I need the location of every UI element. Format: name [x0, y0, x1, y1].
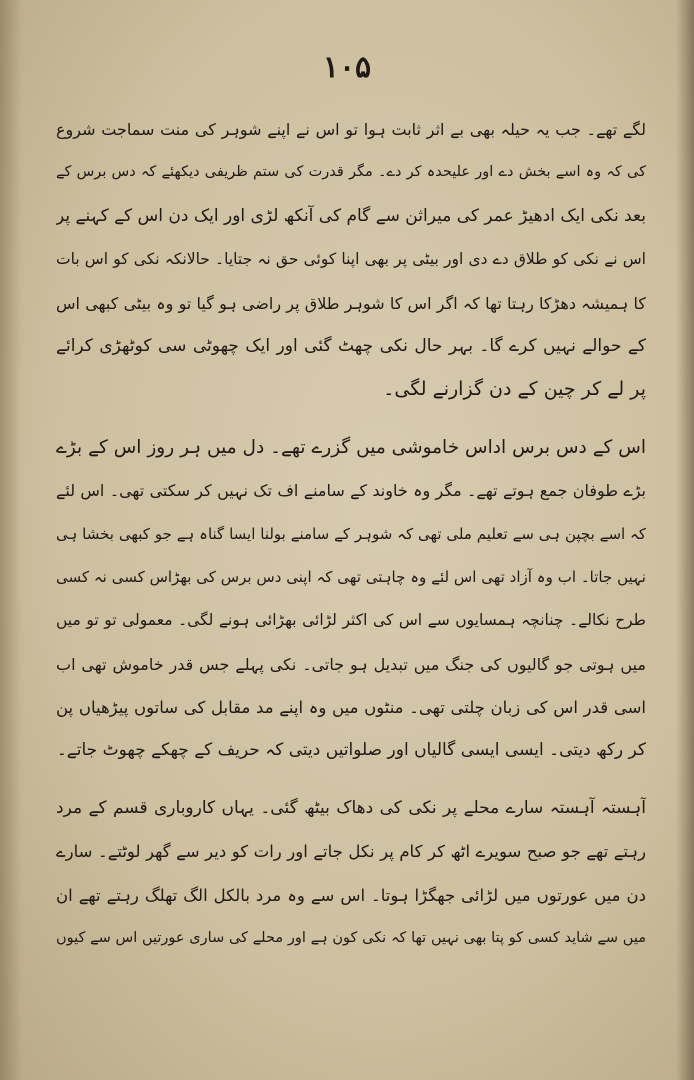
text-line: رہتے تھے جو صبح سویرے اٹھ کر کام پر نکل جاتے اور رات کو دیر سے گھر لوٹتے۔ سارے	[56, 842, 646, 862]
paragraph-gap	[56, 412, 646, 426]
text-line: کر رکھ دیتی۔ ایسی ایسی گالیاں اور صلواتیں دیتی کہ حریف کے چھکے چھوٹ جاتے۔	[56, 740, 646, 761]
text-line: پر لے کر چین کے دن گزارنے لگی۔	[383, 378, 646, 401]
text-line: لگے تھے۔ جب یہ حیلہ بھی بے اثر ثابت ہوا تو اس نے اپنے شوہر کی منت سماجت شروع	[56, 120, 646, 139]
text-line: طرح نکالے۔ چنانچہ ہمسایوں سے اس کی اکثر لڑائی بھڑائی ہونے لگی۔ معمولی تو تو میں	[56, 611, 646, 630]
text-line: میں ہوتی جو گالیوں کی جنگ میں تبدیل ہو جاتی۔ نکی پہلے جس قدر خاموش تھی اب	[56, 654, 646, 674]
text-line: اس نے نکی کو طلاق دے دی اور بیٹی پر بھی اپنا کوئی حق نہ جتایا۔ حالانکہ نکی کو اس بات	[56, 250, 646, 269]
text-line: کی کہ وہ اسے بخش دے اور علیحدہ کر دے۔ مگر قدرت کی ستم ظریفی دیکھئے کہ دس برس کے	[56, 164, 646, 181]
page-number: ۱۰۵	[322, 50, 372, 85]
text-line: کہ اسے بچپن ہی سے تعلیم ملی تھی کہ شوہر کے سامنے بولنا ایسا گناہ ہے جو کبھی بخشا ہی	[56, 524, 646, 543]
text-line: بعد نکی ایک ادھیڑ عمر کی میراثن سے گام کی آنکھ لڑی اور ایک دن اس کے کہنے پر	[56, 205, 646, 226]
text-line: دن میں عورتوں میں لڑائی جھگڑا ہوتا۔ اس سے وہ مرد بالکل الگ تھلگ رہتے تھے ان	[56, 885, 646, 905]
text-line: بڑے طوفان جمع ہوتے تھے۔ مگر وہ خاوند کے سامنے اف تک نہیں کر سکتی تھی۔ اس لئے	[56, 481, 646, 501]
text-line: اسی قدر اس کی زبان چلتی تھی۔ منٹوں میں وہ اپنے مد مقابل کی ساتوں پیڑھیاں پن	[56, 698, 646, 718]
text-line: نہیں جاتا۔ اب وہ آزاد تھی اس لئے وہ چاہتی تھی کہ اپنی دس برس کی بھڑاس کسی نہ کسی	[56, 567, 646, 586]
text-line: کے حوالے نہیں کرے گا۔ بہر حال نکی چھٹ گئی اور ایک چھوٹی سی کوٹھڑی کرائے	[56, 335, 646, 356]
text-line: کا ہمیشہ دھڑکا رہتا تھا کہ اگر اس کا شوہر طلاق پر راضی ہو گیا تو وہ بیٹی کبھی اس	[56, 293, 646, 313]
paragraph-2	[56, 426, 646, 773]
paragraph-gap	[56, 773, 646, 787]
body-text	[56, 108, 646, 960]
text-line: اس کے دس برس اداس خاموشی میں گزرے تھے۔ دل میں ہر روز اس کے بڑے	[56, 436, 646, 458]
text-line: آہستہ آہستہ سارے محلے پر نکی کی دھاک بیٹھ گئی۔ یہاں کاروباری قسم کے مرد	[56, 797, 646, 818]
paragraph-3	[56, 787, 646, 961]
text-line: میں سے شاید کسی کو پتا بھی نہیں تھا کہ نکی کون ہے اور محلے کی ساری عورتیں اس سے کیوں	[56, 930, 646, 947]
paragraph-1	[56, 108, 646, 412]
